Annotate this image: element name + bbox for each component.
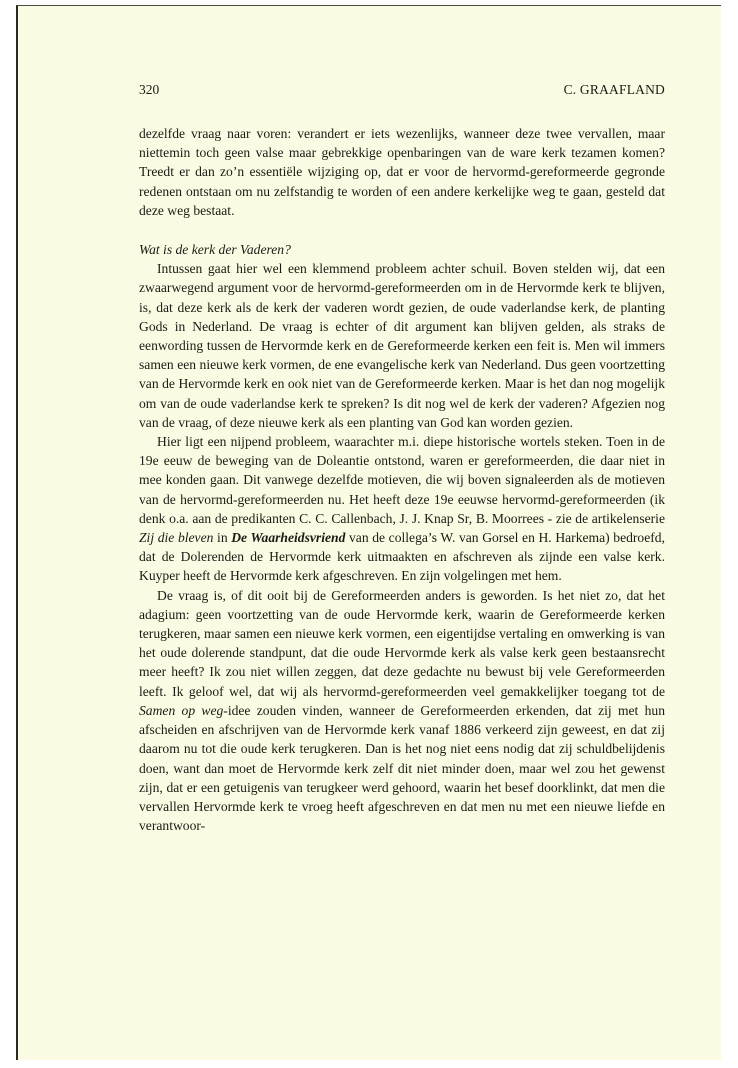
paragraph-3-text-b: -idee zouden vinden, wanneer de Gereformeerden erkenden, dat zij met hun afscheiden en afschrijven van de Hervormde kerk vanaf 1886 verkeerd zijn geweest, en dat zij daarom nu tot die oude kerk terugkeren. Dan is het nog niet eens nodig dat zij schuldbelijdenis doen, want dan moet de Hervormde kerk zelf dit niet minder doen, maar wel zou het gewenst zijn, dat er een getuigenis van terugkeer werd gehoord, waarin het besef doorklinkt, dat men die vervallen Hervormde kerk te vroeg heeft afgeschreven en dat men nu met een nieuwe liefde en verantwoor- [139,702,665,834]
paragraph-2 [139,432,665,586]
paragraph-3 [139,586,665,836]
paragraph-2-text-a: Hier ligt een nijpend probleem, waarachter m.i. diepe historische wortels steken. Toen in de 19e eeuw de beweging van de Doleantie ontstond, waren er gereformeerden, die daar niet in mee konden gaan. Dit vanwege dezelfde motieven, die wij boven signaleerden als de motieven van de hervormd-gereformeerden nu. Het heeft deze 19e eeuwse hervormd-gereformeerden (ik denk o.a. aan de predikanten C. C. Callenbach, J. J. Knap Sr, B. Moorrees - zie de artikelenserie [139,434,665,526]
journal-title: De Waarheidsvriend [231,530,346,546]
intro-paragraph: dezelfde vraag naar voren: verandert er iets wezenlijks, wanneer deze twee vervallen, maar niettemin toch geen valse maar gebrekkige openbaringen van de ware kerk tezamen komen? Treedt er dan zo’n essentiële wijziging op, dat er voor de hervormd-gereformeerde gegronde redenen ontstaan om nu zelfstandig te worden of een andere kerkelijke weg te gaan, gesteld dat deze weg bestaat. [139,126,665,218]
paragraph-1: Intussen gaat hier wel een klemmend probleem achter schuil. Boven stelden wij, dat een zwaarwegend argument voor de hervormd-gereformeerden om in de Hervormde kerk te blijven, is, dat deze kerk als de kerk der vaderen wordt gezien, de oude vaderlandse kerk, de planting Gods in Nederland. De vraag is echter of dit argument kan blijven gelden, als straks de eenwording tussen de Hervormde kerk en de Gereformeerde kerken een feit is. Men wil immers samen een nieuwe kerk vormen, de ene evangelische kerk van Nederland. Dus geen voortzetting van de Hervormde kerk en ook niet van de Gereformeerde kerken. Maar is het dan nog mogelijk om van de oude vaderlandse kerk te spreken? Is dit nog wel de kerk der vaderen? Afgezien nog van de vraag, of deze nieuwe kerk als een planting van God kan worden gezien. [139,261,665,430]
paragraph-2-connector: in [213,530,232,546]
paragraph-3-text-a: De vraag is, of dit ooit bij de Gereformeerden anders is geworden. Is het niet zo, dat het adagium: geen voortzetting van de oude Hervormde kerk, waarin de Gereformeerde kerken terugkeren, maar samen een nieuwe kerk vormen, een eigentijdse vertaling en omwerking is van het oude dolerende standpunt, dat die oude Hervormde kerk als valse kerk geen bestaansrecht meer heeft? Ik zou niet willen zeggen, dat deze gedachte nu bewust bij vele Gereformeerden leeft. Ik geloof wel, dat wij als hervormd-gereformeerden veel gemakkelijker toegang tot de [139,587,665,699]
body-text [139,124,665,835]
section-heading: Wat is de kerk der Vaderen? [139,242,291,258]
samen-op-weg-emphasis: Samen op weg [139,702,224,718]
page-number: 320 [139,82,160,97]
series-title: Zij die bleven [139,530,214,546]
paragraph-2-text-b: van de collega’s W. van Gorsel en H. Harkema) bedroefd, dat de Dolerenden de Hervormde kerk uitmaakten en afschreven als zijnde een valse kerk. Kuyper heeft de Hervormde kerk afgeschreven. En zijn volgelingen met hem. [139,530,665,584]
running-header-author: C. GRAAFLAND [563,82,665,97]
book-page [16,5,721,1060]
running-header [139,82,665,102]
